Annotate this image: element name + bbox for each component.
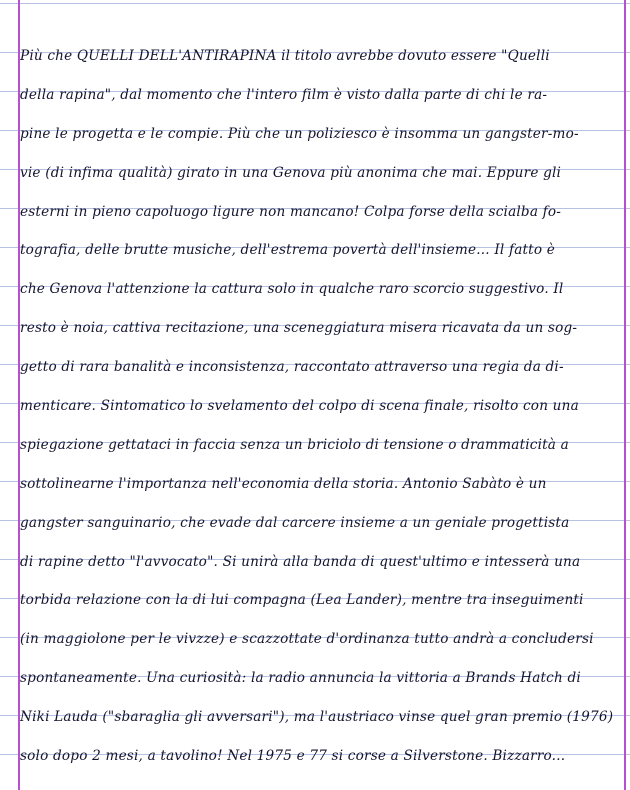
text-line: Niki Lauda ("sbaraglia gli avversari"), ma l'austriaco vinse quel gran premio (1976) [20, 709, 614, 726]
text-line: tografia, delle brutte musiche, dell'estrema povertà dell'insieme... Il fatto è [20, 242, 555, 259]
text-line: di rapine detto "l'avvocato". Si unirà alla banda di quest'ultimo e intesserà una [20, 553, 581, 570]
text-line: torbida relazione con la di lui compagna (Lea Lander), mentre tra inseguimenti [20, 592, 584, 609]
text-line: esterni in pieno capoluogo ligure non mancano! Colpa forse della scialba fo- [20, 203, 562, 220]
handwritten-text [20, 44, 620, 783]
text-line: gangster sanguinario, che evade dal carcere insieme a un geniale progettista [20, 514, 570, 531]
text-line: della rapina", dal momento che l'intero film è visto dalla parte di chi le ra- [20, 86, 548, 103]
text-line: sottolinearne l'importanza nell'economia della storia. Antonio Sabàto è un [20, 475, 547, 492]
text-line: spontaneamente. Una curiosità: la radio annuncia la vittoria a Brands Hatch di [20, 670, 581, 687]
text-line: getto di rara banalità e inconsistenza, raccontato attraverso una regia da di- [20, 359, 564, 376]
text-line: spiegazione gettataci in faccia senza un briciolo di tensione o drammaticità a [20, 436, 569, 453]
text-line: menticare. Sintomatico lo svelamento del colpo di scena finale, risolto con una [20, 398, 579, 415]
text-line: che Genova l'attenzione la cattura solo in qualche raro scorcio suggestivo. Il [20, 281, 564, 298]
text-line: (in maggiolone per le vivzze) e scazzottate d'ordinanza tutto andrà a concludersi [20, 631, 594, 648]
text-line: vie (di infima qualità) girato in una Genova più anonima che mai. Eppure gli [20, 164, 562, 181]
text-line: resto è noia, cattiva recitazione, una sceneggiatura misera ricavata da un sog- [20, 320, 578, 337]
text-line: Più che QUELLI DELL'ANTIRAPINA il titolo avrebbe dovuto essere "Quelli [20, 48, 550, 64]
text-line: pine le progetta e le compie. Più che un poliziesco è insomma un gangster-mo- [20, 125, 579, 142]
text-line: solo dopo 2 mesi, a tavolino! Nel 1975 e 77 si corse a Silverstone. Bizzarro... [20, 748, 566, 765]
right-margin-line [624, 0, 626, 790]
